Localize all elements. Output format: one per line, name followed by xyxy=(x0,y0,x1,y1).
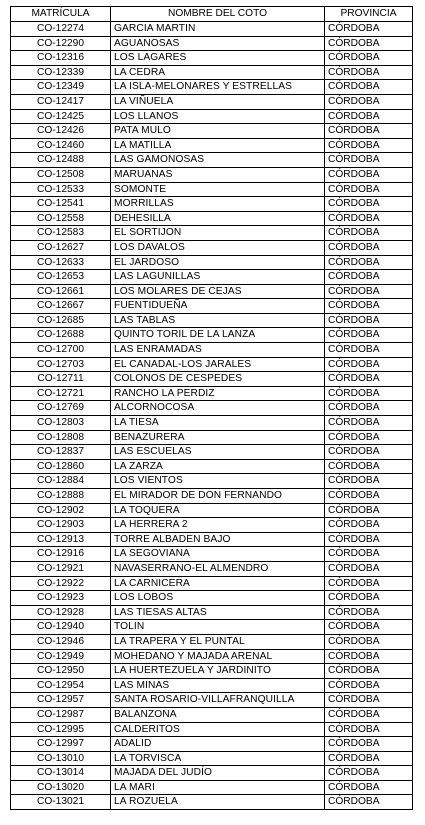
header-provincia: PROVINCIA xyxy=(325,7,413,22)
table-row xyxy=(11,634,413,649)
table-row xyxy=(11,678,413,693)
table-row xyxy=(11,328,413,343)
cell-matricula: CO-13014 xyxy=(11,766,111,781)
cell-matricula: CO-12987 xyxy=(11,707,111,722)
cell-nombre-del-coto: LOS LLANOS xyxy=(111,109,325,124)
cell-provincia: CÓRDOBA xyxy=(325,795,413,810)
cell-matricula: CO-12721 xyxy=(11,386,111,401)
cell-provincia: CÓRDOBA xyxy=(325,459,413,474)
cell-matricula: CO-12290 xyxy=(11,36,111,51)
cell-nombre-del-coto: LA VIÑUELA xyxy=(111,94,325,109)
cell-nombre-del-coto: RANCHO LA PERDIZ xyxy=(111,386,325,401)
table-row xyxy=(11,182,413,197)
cell-matricula: CO-12339 xyxy=(11,65,111,80)
cell-nombre-del-coto: LA TIESA xyxy=(111,416,325,431)
cell-nombre-del-coto: CALDERITOS xyxy=(111,722,325,737)
cell-matricula: CO-12913 xyxy=(11,532,111,547)
cell-nombre-del-coto: TORRE ALBADEN BAJO xyxy=(111,532,325,547)
table-row xyxy=(11,722,413,737)
cell-nombre-del-coto: DEHESILLA xyxy=(111,211,325,226)
table-row xyxy=(11,211,413,226)
table-row xyxy=(11,737,413,752)
table-row xyxy=(11,240,413,255)
cell-nombre-del-coto: LOS VIENTOS xyxy=(111,474,325,489)
table-row xyxy=(11,620,413,635)
table-row xyxy=(11,94,413,109)
table-row xyxy=(11,649,413,664)
cell-nombre-del-coto: MORRILLAS xyxy=(111,197,325,212)
table-row xyxy=(11,766,413,781)
cell-provincia: CÓRDOBA xyxy=(325,664,413,679)
table-row xyxy=(11,22,413,37)
cell-matricula: CO-13020 xyxy=(11,780,111,795)
table-row xyxy=(11,532,413,547)
cell-nombre-del-coto: EL JARDOSO xyxy=(111,255,325,270)
table-row xyxy=(11,153,413,168)
cell-provincia: CÓRDOBA xyxy=(325,51,413,66)
table-row xyxy=(11,197,413,212)
table-row xyxy=(11,343,413,358)
table-body xyxy=(11,22,413,810)
cell-provincia: CÓRDOBA xyxy=(325,284,413,299)
cell-nombre-del-coto: LA ISLA-MELONARES Y ESTRELLAS xyxy=(111,80,325,95)
cell-nombre-del-coto: EL CANADAL-LOS JARALES xyxy=(111,357,325,372)
cell-provincia: CÓRDOBA xyxy=(325,328,413,343)
cell-provincia: CÓRDOBA xyxy=(325,138,413,153)
cell-matricula: CO-12995 xyxy=(11,722,111,737)
cell-nombre-del-coto: LA CARNICERA xyxy=(111,576,325,591)
table-row xyxy=(11,751,413,766)
cell-matricula: CO-12928 xyxy=(11,605,111,620)
table-row xyxy=(11,780,413,795)
table-row xyxy=(11,80,413,95)
cell-provincia: CÓRDOBA xyxy=(325,503,413,518)
cell-nombre-del-coto: SANTA ROSARIO-VILLAFRANQUILLA xyxy=(111,693,325,708)
cell-matricula: CO-12884 xyxy=(11,474,111,489)
cell-nombre-del-coto: LAS GAMONOSAS xyxy=(111,153,325,168)
table-row xyxy=(11,226,413,241)
cell-provincia: CÓRDOBA xyxy=(325,591,413,606)
table-row xyxy=(11,65,413,80)
table-row xyxy=(11,299,413,314)
cell-matricula: CO-13021 xyxy=(11,795,111,810)
cell-provincia: CÓRDOBA xyxy=(325,780,413,795)
cell-matricula: CO-12769 xyxy=(11,401,111,416)
cell-matricula: CO-12274 xyxy=(11,22,111,37)
cell-matricula: CO-13010 xyxy=(11,751,111,766)
cell-provincia: CÓRDOBA xyxy=(325,124,413,139)
cell-nombre-del-coto: MAJADA DEL JUDÍO xyxy=(111,766,325,781)
cell-nombre-del-coto: LA MATILLA xyxy=(111,138,325,153)
cell-provincia: CÓRDOBA xyxy=(325,678,413,693)
cell-matricula: CO-12688 xyxy=(11,328,111,343)
cell-nombre-del-coto: BENAZURERA xyxy=(111,430,325,445)
cell-provincia: CÓRDOBA xyxy=(325,36,413,51)
table-row xyxy=(11,693,413,708)
cell-nombre-del-coto: ADALID xyxy=(111,737,325,752)
cotos-table xyxy=(10,6,413,810)
cell-nombre-del-coto: LOS LAGARES xyxy=(111,51,325,66)
cell-matricula: CO-12940 xyxy=(11,620,111,635)
cell-provincia: CÓRDOBA xyxy=(325,707,413,722)
cell-nombre-del-coto: LAS TIESAS ALTAS xyxy=(111,605,325,620)
cell-matricula: CO-12700 xyxy=(11,343,111,358)
cell-provincia: CÓRDOBA xyxy=(325,722,413,737)
cell-matricula: CO-12316 xyxy=(11,51,111,66)
cell-nombre-del-coto: ALCORNOCOSA xyxy=(111,401,325,416)
cell-matricula: CO-12533 xyxy=(11,182,111,197)
cell-matricula: CO-12661 xyxy=(11,284,111,299)
table-row xyxy=(11,605,413,620)
cell-matricula: CO-12921 xyxy=(11,561,111,576)
cell-provincia: CÓRDOBA xyxy=(325,430,413,445)
cell-provincia: CÓRDOBA xyxy=(325,547,413,562)
table-row xyxy=(11,707,413,722)
table-row xyxy=(11,547,413,562)
table-row xyxy=(11,576,413,591)
cell-matricula: CO-12703 xyxy=(11,357,111,372)
cell-nombre-del-coto: LOS MOLARES DE CEJAS xyxy=(111,284,325,299)
table-row xyxy=(11,591,413,606)
cell-provincia: CÓRDOBA xyxy=(325,561,413,576)
cell-matricula: CO-12583 xyxy=(11,226,111,241)
cell-nombre-del-coto: COLONOS DE CESPEDES xyxy=(111,372,325,387)
cell-provincia: CÓRDOBA xyxy=(325,299,413,314)
cell-matricula: CO-12417 xyxy=(11,94,111,109)
cell-matricula: CO-12488 xyxy=(11,153,111,168)
cell-matricula: CO-12902 xyxy=(11,503,111,518)
cell-nombre-del-coto: GARCIA MARTIN xyxy=(111,22,325,37)
cell-nombre-del-coto: NAVASERRANO-EL ALMENDRO xyxy=(111,561,325,576)
cell-matricula: CO-12627 xyxy=(11,240,111,255)
cell-provincia: CÓRDOBA xyxy=(325,270,413,285)
document-page xyxy=(10,6,413,810)
cell-matricula: CO-12922 xyxy=(11,576,111,591)
cell-provincia: CÓRDOBA xyxy=(325,80,413,95)
cell-provincia: CÓRDOBA xyxy=(325,620,413,635)
cell-provincia: CÓRDOBA xyxy=(325,489,413,504)
cell-nombre-del-coto: LOS DAVALOS xyxy=(111,240,325,255)
cell-nombre-del-coto: MOHEDANO Y MAJADA ARENAL xyxy=(111,649,325,664)
table-row xyxy=(11,489,413,504)
cell-nombre-del-coto: FUENTIDUEÑA xyxy=(111,299,325,314)
cell-nombre-del-coto: LA CEDRA xyxy=(111,65,325,80)
cell-nombre-del-coto: LAS MINAS xyxy=(111,678,325,693)
cell-matricula: CO-12685 xyxy=(11,313,111,328)
table-row xyxy=(11,167,413,182)
cell-provincia: CÓRDOBA xyxy=(325,357,413,372)
header-row xyxy=(11,7,413,22)
cell-provincia: CÓRDOBA xyxy=(325,226,413,241)
cell-provincia: CÓRDOBA xyxy=(325,386,413,401)
table-header xyxy=(11,7,413,22)
header-nombre-del-coto: NOMBRE DEL COTO xyxy=(111,7,325,22)
cell-matricula: CO-12808 xyxy=(11,430,111,445)
table-row xyxy=(11,357,413,372)
cell-nombre-del-coto: LA ROZUELA xyxy=(111,795,325,810)
cell-nombre-del-coto: LA MARI xyxy=(111,780,325,795)
cell-matricula: CO-12837 xyxy=(11,445,111,460)
cell-matricula: CO-12711 xyxy=(11,372,111,387)
cell-nombre-del-coto: LA TOQUERA xyxy=(111,503,325,518)
table-row xyxy=(11,445,413,460)
cell-matricula: CO-12957 xyxy=(11,693,111,708)
cell-provincia: CÓRDOBA xyxy=(325,518,413,533)
cell-provincia: CÓRDOBA xyxy=(325,182,413,197)
table-row xyxy=(11,284,413,299)
table-row xyxy=(11,255,413,270)
cell-matricula: CO-12923 xyxy=(11,591,111,606)
cell-provincia: CÓRDOBA xyxy=(325,474,413,489)
cell-provincia: CÓRDOBA xyxy=(325,167,413,182)
cell-matricula: CO-12949 xyxy=(11,649,111,664)
cell-provincia: CÓRDOBA xyxy=(325,605,413,620)
table-row xyxy=(11,138,413,153)
cell-nombre-del-coto: MARUANAS xyxy=(111,167,325,182)
table-row xyxy=(11,386,413,401)
cell-nombre-del-coto: TOLIN xyxy=(111,620,325,635)
cell-provincia: CÓRDOBA xyxy=(325,372,413,387)
cell-matricula: CO-12950 xyxy=(11,664,111,679)
cell-matricula: CO-12803 xyxy=(11,416,111,431)
table-row xyxy=(11,51,413,66)
cell-nombre-del-coto: PATA MULO xyxy=(111,124,325,139)
cell-provincia: CÓRDOBA xyxy=(325,153,413,168)
cell-provincia: CÓRDOBA xyxy=(325,445,413,460)
cell-matricula: CO-12425 xyxy=(11,109,111,124)
cell-nombre-del-coto: LA HUERTEZUELA Y JARDINITO xyxy=(111,664,325,679)
cell-matricula: CO-12558 xyxy=(11,211,111,226)
cell-provincia: CÓRDOBA xyxy=(325,649,413,664)
cell-nombre-del-coto: AGUANOSAS xyxy=(111,36,325,51)
cell-provincia: CÓRDOBA xyxy=(325,416,413,431)
table-row xyxy=(11,270,413,285)
cell-matricula: CO-12954 xyxy=(11,678,111,693)
cell-matricula: CO-12633 xyxy=(11,255,111,270)
cell-matricula: CO-12997 xyxy=(11,737,111,752)
cell-matricula: CO-12426 xyxy=(11,124,111,139)
table-row xyxy=(11,459,413,474)
cell-nombre-del-coto: QUINTO TORIL DE LA LANZA xyxy=(111,328,325,343)
cell-nombre-del-coto: LA TORVISCA xyxy=(111,751,325,766)
cell-nombre-del-coto: LAS LAGUNILLAS xyxy=(111,270,325,285)
cell-provincia: CÓRDOBA xyxy=(325,766,413,781)
cell-provincia: CÓRDOBA xyxy=(325,197,413,212)
cell-provincia: CÓRDOBA xyxy=(325,94,413,109)
table-row xyxy=(11,518,413,533)
cell-provincia: CÓRDOBA xyxy=(325,109,413,124)
cell-nombre-del-coto: LA HERRERA 2 xyxy=(111,518,325,533)
cell-matricula: CO-12667 xyxy=(11,299,111,314)
cell-provincia: CÓRDOBA xyxy=(325,737,413,752)
cell-provincia: CÓRDOBA xyxy=(325,240,413,255)
table-row xyxy=(11,124,413,139)
cell-nombre-del-coto: LA ZARZA xyxy=(111,459,325,474)
cell-matricula: CO-12349 xyxy=(11,80,111,95)
cell-provincia: CÓRDOBA xyxy=(325,255,413,270)
cell-provincia: CÓRDOBA xyxy=(325,634,413,649)
cell-provincia: CÓRDOBA xyxy=(325,22,413,37)
cell-provincia: CÓRDOBA xyxy=(325,313,413,328)
cell-provincia: CÓRDOBA xyxy=(325,693,413,708)
cell-nombre-del-coto: EL SORTIJON xyxy=(111,226,325,241)
cell-matricula: CO-12508 xyxy=(11,167,111,182)
table-row xyxy=(11,503,413,518)
cell-provincia: CÓRDOBA xyxy=(325,401,413,416)
cell-nombre-del-coto: LA TRAPERA Y EL PUNTAL xyxy=(111,634,325,649)
cell-provincia: CÓRDOBA xyxy=(325,65,413,80)
cell-nombre-del-coto: LA SEGOVIANA xyxy=(111,547,325,562)
table-row xyxy=(11,430,413,445)
cell-matricula: CO-12916 xyxy=(11,547,111,562)
cell-nombre-del-coto: LOS LOBOS xyxy=(111,591,325,606)
cell-nombre-del-coto: BALANZONA xyxy=(111,707,325,722)
table-row xyxy=(11,561,413,576)
cell-matricula: CO-12946 xyxy=(11,634,111,649)
cell-nombre-del-coto: LAS ESCUELAS xyxy=(111,445,325,460)
cell-provincia: CÓRDOBA xyxy=(325,576,413,591)
table-row xyxy=(11,474,413,489)
table-row xyxy=(11,795,413,810)
cell-nombre-del-coto: SOMONTE xyxy=(111,182,325,197)
table-row xyxy=(11,36,413,51)
cell-provincia: CÓRDOBA xyxy=(325,751,413,766)
cell-matricula: CO-12860 xyxy=(11,459,111,474)
table-row xyxy=(11,416,413,431)
cell-matricula: CO-12460 xyxy=(11,138,111,153)
table-row xyxy=(11,313,413,328)
cell-matricula: CO-12888 xyxy=(11,489,111,504)
cell-matricula: CO-12541 xyxy=(11,197,111,212)
cell-provincia: CÓRDOBA xyxy=(325,211,413,226)
table-row xyxy=(11,664,413,679)
table-row xyxy=(11,372,413,387)
cell-matricula: CO-12903 xyxy=(11,518,111,533)
cell-matricula: CO-12653 xyxy=(11,270,111,285)
cell-provincia: CÓRDOBA xyxy=(325,343,413,358)
cell-nombre-del-coto: LAS ENRAMADAS xyxy=(111,343,325,358)
cell-nombre-del-coto: LAS TABLAS xyxy=(111,313,325,328)
header-matricula: MATRÍCULA xyxy=(11,7,111,22)
cell-provincia: CÓRDOBA xyxy=(325,532,413,547)
table-row xyxy=(11,401,413,416)
table-row xyxy=(11,109,413,124)
cell-nombre-del-coto: EL MIRADOR DE DON FERNANDO xyxy=(111,489,325,504)
